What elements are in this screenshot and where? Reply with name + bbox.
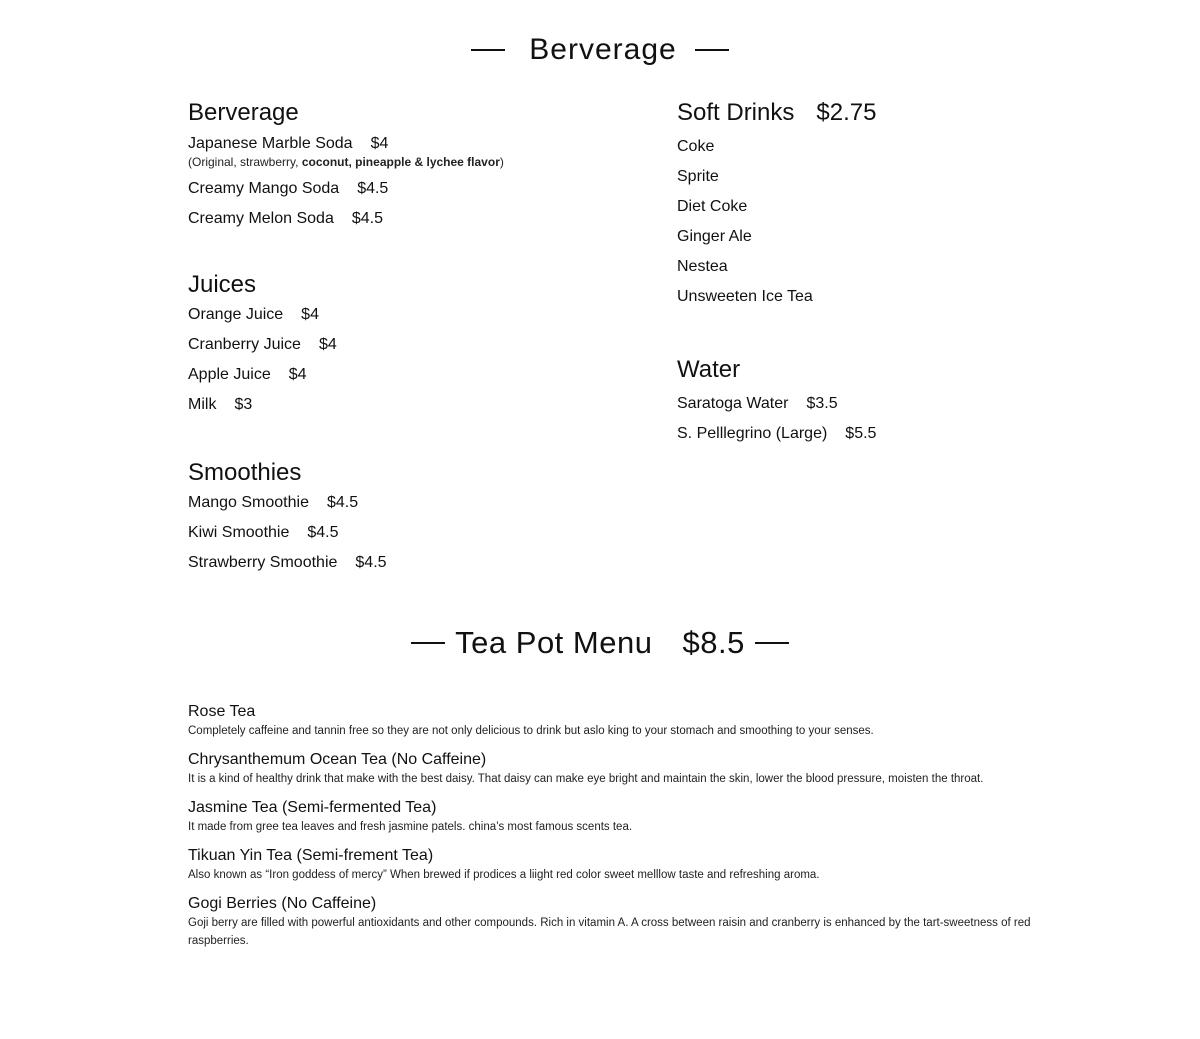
item-name: Cranberry Juice (188, 336, 301, 353)
title-dash-right (695, 49, 729, 51)
soft-drinks-heading (677, 98, 1077, 128)
soft-drinks-group (677, 98, 1077, 312)
item-price: $4 (288, 366, 307, 383)
menu-item (188, 174, 648, 204)
menu-item (188, 518, 648, 548)
tea-description: It is a kind of healthy drink that make with the best daisy. That daisy can make eye bright and maintain the skin, lower the blood pressure, moisten the throat. (188, 773, 984, 785)
menu-item: Diet Coke (677, 198, 748, 215)
water-group (677, 355, 1077, 449)
menu-item (677, 389, 1077, 419)
berverage-heading: Berverage (188, 99, 299, 126)
tea-item (188, 750, 1078, 788)
tea-name: Jasmine Tea (Semi-fermented Tea) (188, 799, 437, 816)
water-heading: Water (677, 356, 741, 383)
juices-group (188, 270, 648, 420)
left-menu-column (188, 98, 648, 578)
item-price: $3.5 (806, 395, 838, 412)
tea-description: Goji berry are filled with powerful antioxidants and other compounds. Rich in vitamin A. A cross between raisin and cranberry is enhanced by the tart-sweetness of red raspberries. (188, 917, 1031, 947)
tea-description: Completely caffeine and tannin free so they are not only delicious to drink but aslo king to your stomach and smoothing to your senses. (188, 725, 874, 737)
tea-name: Tikuan Yin Tea (Semi-frement Tea) (188, 847, 434, 864)
tea-description: Also known as “Iron goddess of mercy” When brewed if prodices a liight red color sweet melllow taste and refreshing aroma. (188, 869, 820, 881)
item-price: $4 (370, 135, 389, 152)
menu-item (188, 360, 648, 390)
menu-item: Coke (677, 138, 715, 155)
menu-item (188, 390, 648, 420)
tea-name: Rose Tea (188, 703, 256, 720)
item-name: Kiwi Smoothie (188, 524, 290, 541)
item-name: Saratoga Water (677, 395, 789, 412)
title-dash-right (755, 642, 789, 644)
smoothies-heading: Smoothies (188, 459, 302, 486)
item-name: Creamy Mango Soda (188, 180, 340, 197)
menu-item (188, 330, 648, 360)
flavor-note (188, 154, 648, 170)
menu-item: Sprite (677, 168, 719, 185)
menu-item (188, 134, 648, 154)
tea-name: Chrysanthemum Ocean Tea (No Caffeine) (188, 751, 487, 768)
menu-item (188, 300, 648, 330)
teapot-section-title (0, 622, 1200, 664)
beverage-title-text: Berverage (529, 33, 677, 66)
flavor-note-regular: (Original, strawberry, (188, 155, 302, 169)
smoothies-group (188, 458, 648, 578)
item-name: Apple Juice (188, 366, 271, 383)
soft-drinks-price: $2.75 (816, 99, 877, 126)
menu-item (188, 488, 648, 518)
item-name: Japanese Marble Soda (188, 135, 353, 152)
menu-item: Unsweeten Ice Tea (677, 288, 813, 305)
menu-item: Ginger Ale (677, 228, 752, 245)
tea-name: Gogi Berries (No Caffeine) (188, 895, 377, 912)
tea-item (188, 846, 1078, 884)
item-name: Mango Smoothie (188, 494, 309, 511)
flavor-note-close: ) (499, 155, 504, 169)
soft-drinks-heading-text: Soft Drinks (677, 99, 795, 126)
item-price: $4 (301, 306, 319, 323)
menu-item (188, 204, 648, 234)
group-gap (188, 234, 648, 270)
item-name: S. Pelllegrino (Large) (677, 425, 828, 442)
teapot-list (188, 702, 1078, 960)
title-dash-left (411, 642, 445, 644)
teapot-title-text: Tea Pot Menu (455, 625, 653, 660)
title-dash-left (471, 49, 505, 51)
juices-heading: Juices (188, 271, 257, 298)
menu-item (188, 548, 648, 578)
menu-item (677, 419, 1077, 449)
item-price: $4.5 (357, 180, 389, 197)
item-price: $4.5 (351, 210, 383, 227)
tea-item (188, 798, 1078, 836)
item-price: $3 (234, 396, 253, 413)
group-gap (677, 312, 1077, 355)
item-price: $4.5 (307, 524, 339, 541)
item-price: $4 (318, 336, 337, 353)
item-name: Milk (188, 396, 217, 413)
menu-item: Nestea (677, 258, 728, 275)
tea-item (188, 702, 1078, 740)
item-name: Orange Juice (188, 306, 284, 323)
berverage-group (188, 98, 648, 234)
item-price: $4.5 (355, 554, 387, 571)
item-price: $5.5 (845, 425, 877, 442)
right-menu-column (677, 98, 1077, 449)
teapot-price: $8.5 (682, 625, 745, 660)
beverage-section-title (0, 30, 1200, 70)
item-name: Creamy Melon Soda (188, 210, 334, 227)
group-gap (188, 420, 648, 458)
item-price: $4.5 (326, 494, 359, 511)
tea-description: It made from gree tea leaves and fresh jasmine patels. china’s most famous scents tea. (188, 821, 633, 833)
flavor-note-bold: coconut, pineapple & lychee flavor (301, 155, 500, 169)
item-name: Strawberry Smoothie (188, 554, 338, 571)
tea-item (188, 894, 1078, 950)
